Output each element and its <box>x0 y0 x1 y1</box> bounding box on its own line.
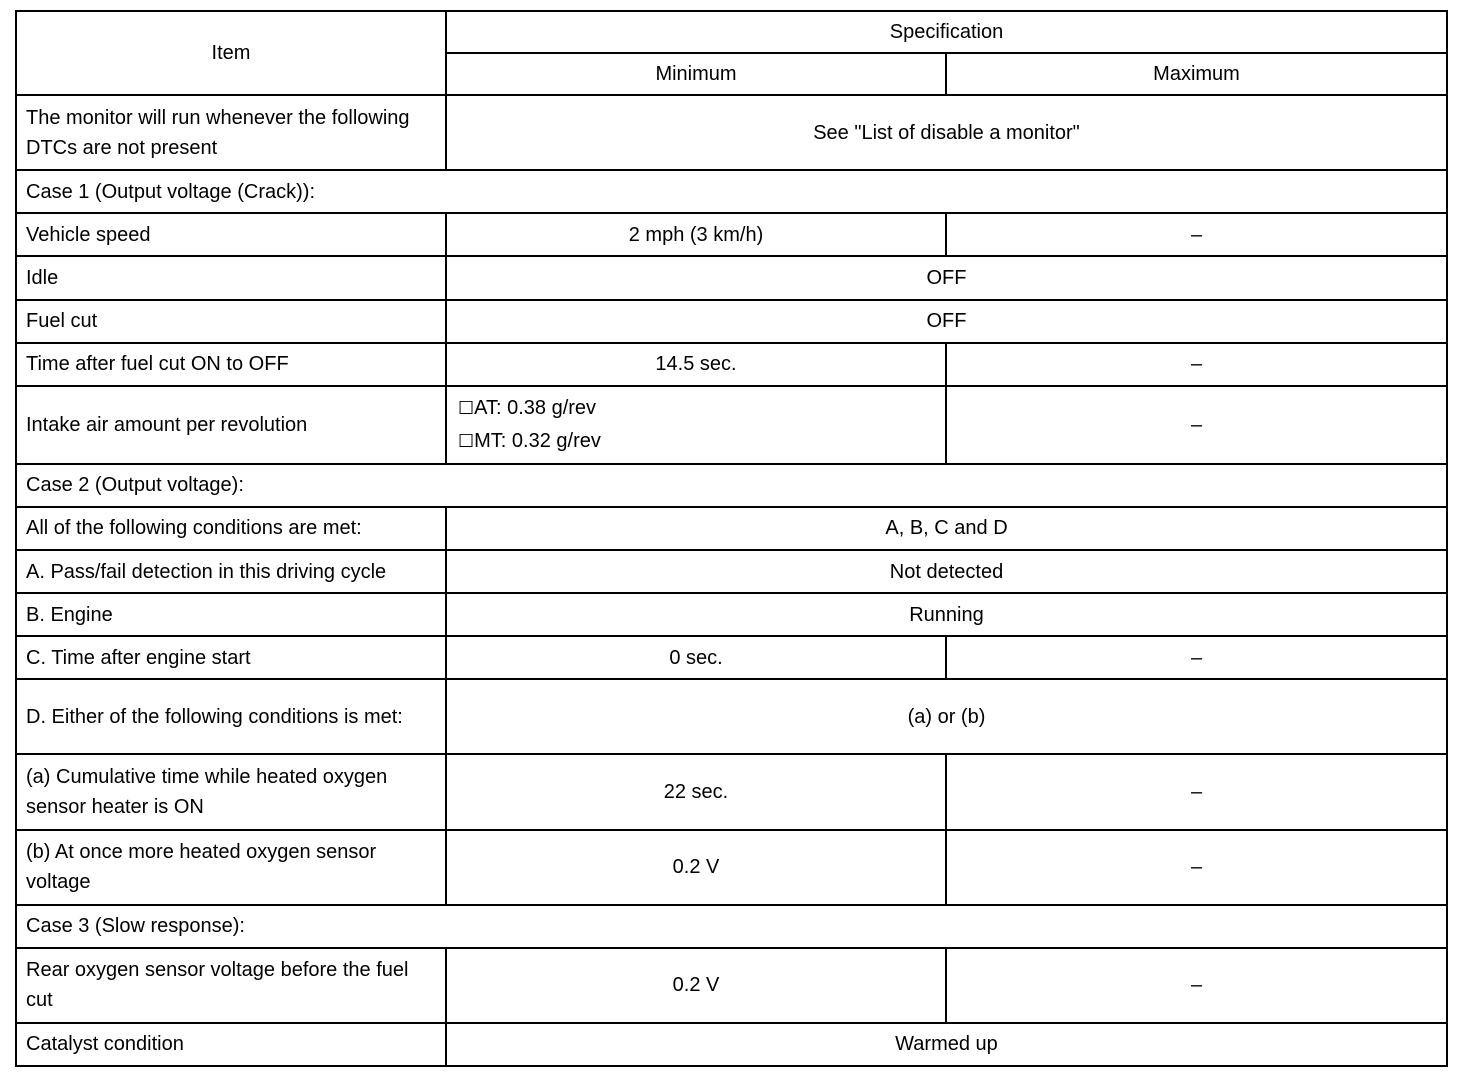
table-row <box>16 343 1447 386</box>
row-maximum: – <box>946 386 1447 464</box>
row-item: Intake air amount per revolution <box>16 386 446 464</box>
row-maximum: – <box>946 948 1447 1023</box>
min-line-at: AT: 0.38 g/rev <box>474 396 597 419</box>
row-maximum: – <box>946 343 1447 386</box>
table-row <box>16 593 1447 636</box>
row-item: Vehicle speed <box>16 213 446 256</box>
header-item: Item <box>16 11 446 95</box>
specification-table <box>15 10 1448 1067</box>
table-row <box>16 948 1447 1023</box>
row-maximum: – <box>946 636 1447 679</box>
header-specification: Specification <box>446 11 1447 53</box>
row-spec: (a) or (b) <box>446 679 1447 754</box>
row-item: Idle <box>16 256 446 299</box>
row-item: B. Engine <box>16 593 446 636</box>
row-item: All of the following conditions are met: <box>16 507 446 550</box>
row-minimum: 0.2 V <box>446 830 946 905</box>
section-row <box>16 905 1447 948</box>
row-spec: Not detected <box>446 550 1447 593</box>
row-item: Catalyst condition <box>16 1023 446 1066</box>
header-maximum: Maximum <box>946 53 1447 95</box>
row-item: (b) At once more heated oxygen sensor voltage <box>16 830 446 905</box>
table-row <box>16 830 1447 905</box>
table-row <box>16 386 1447 464</box>
row-maximum: – <box>946 754 1447 829</box>
section-title: Case 1 (Output voltage (Crack)): <box>16 170 1447 213</box>
row-spec: OFF <box>446 256 1447 299</box>
section-title: Case 2 (Output voltage): <box>16 464 1447 507</box>
row-minimum <box>446 386 946 464</box>
row-spec: Running <box>446 593 1447 636</box>
row-item: (a) Cumulative time while heated oxygen sensor heater is ON <box>16 754 446 829</box>
row-maximum: – <box>946 830 1447 905</box>
row-item: The monitor will run whenever the following DTCs are not present <box>16 95 446 170</box>
table-row <box>16 95 1447 170</box>
table-row <box>16 300 1447 343</box>
header-minimum: Minimum <box>446 53 946 95</box>
checkbox-icon: ☐ <box>458 397 475 419</box>
row-minimum: 14.5 sec. <box>446 343 946 386</box>
row-item: Rear oxygen sensor voltage before the fuel cut <box>16 948 446 1023</box>
table-row <box>16 754 1447 829</box>
row-spec: OFF <box>446 300 1447 343</box>
table-row <box>16 213 1447 256</box>
table-row <box>16 550 1447 593</box>
checkbox-icon: ☐ <box>458 430 475 452</box>
section-row <box>16 170 1447 213</box>
row-item: C. Time after engine start <box>16 636 446 679</box>
table-row <box>16 679 1447 754</box>
row-spec: A, B, C and D <box>446 507 1447 550</box>
table-row <box>16 507 1447 550</box>
table-row <box>16 256 1447 299</box>
table-row <box>16 1023 1447 1066</box>
row-maximum: – <box>946 213 1447 256</box>
row-minimum: 22 sec. <box>446 754 946 829</box>
row-item: A. Pass/fail detection in this driving cycle <box>16 550 446 593</box>
row-item: Time after fuel cut ON to OFF <box>16 343 446 386</box>
table-row <box>16 636 1447 679</box>
row-item: D. Either of the following conditions is met: <box>16 679 446 754</box>
row-minimum: 2 mph (3 km/h) <box>446 213 946 256</box>
row-spec: See "List of disable a monitor" <box>446 95 1447 170</box>
row-item: Fuel cut <box>16 300 446 343</box>
section-title: Case 3 (Slow response): <box>16 905 1447 948</box>
section-row <box>16 464 1447 507</box>
row-spec: Warmed up <box>446 1023 1447 1066</box>
row-minimum: 0.2 V <box>446 948 946 1023</box>
row-minimum: 0 sec. <box>446 636 946 679</box>
min-line-mt: MT: 0.32 g/rev <box>474 429 601 452</box>
